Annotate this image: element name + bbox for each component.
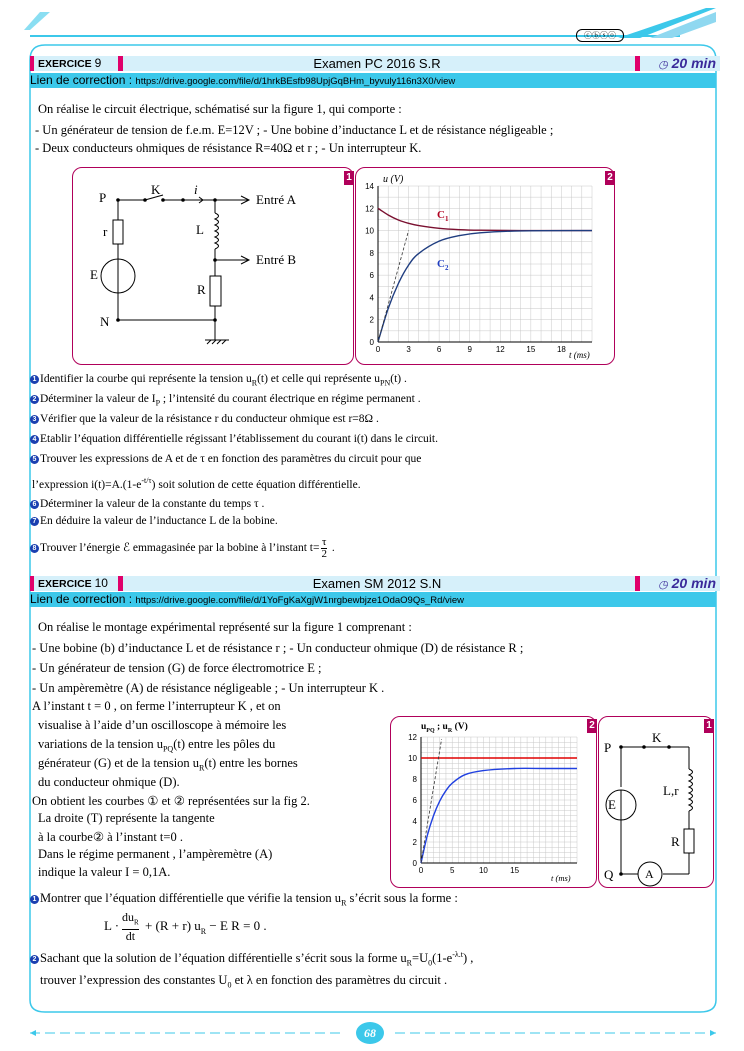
page-number: 68 [364,1026,376,1040]
y-tick-label: 8 [369,248,374,258]
x-tick-label: 5 [449,866,455,875]
ex10-para-9: Dans le régime permanent , l’ampèremètre (A) [38,847,273,861]
ex9-question-3: 3 Vérifier que la valeur de la résistance r du conducteur ohmique est r=8Ω . [30,413,379,425]
chart-xlabel: t (ms) [551,873,571,883]
figure-badge: 1 [344,171,354,185]
ex10-para-6: On obtient les courbes ① et ② représentées sur la fig 2. [32,794,310,808]
ex9-line1: - Un générateur de tension de f.e.m. E=12V ; - Une bobine d’inductance L et de résistance négligeable ; [35,123,554,137]
ex10-question-2: 2 Sachant que la solution de l’équation différentielle s’écrit sous la forme $u_R=U_0(1-e^{-\lambda.t})$ , [30,950,473,968]
ex9-line2: - Deux conducteurs ohmiques de résistance R=40Ω et r ; - Un interrupteur K. [35,141,422,155]
label-K: K [652,730,662,745]
ex10-intro: On réalise le montage expérimental représenté sur la figure 1 comprenant : [38,620,412,634]
label-R: R [671,834,680,849]
y-tick-label: 8 [412,775,417,784]
x-tick-label: 18 [556,345,566,354]
label-i: i [194,182,198,197]
ex10-figure-2-chart [390,716,597,888]
ex10-question-1: 1 Montrer que l’équation différentielle que vérifie la tension $u_R$ s’écrit sous la forme : [30,891,458,908]
exercise-label: EXERCICE 10 [38,576,108,590]
ex9-question-4: 4 Etablir l’équation différentielle régissant l’établissement du courant i(t) dans le circuit. [30,433,438,445]
y-tick-label: 6 [412,796,417,805]
y-tick-label: 2 [369,315,374,325]
ex9-question-8: 8 Trouver l’énergie ℰ emmagasinée par la bobine à l’instant t= $\frac{\tau}{2}$ . [30,537,335,560]
label-E: E [90,267,98,282]
ex10-para-2: visualise à l’aide d’un oscilloscope à mémoire les [38,718,287,732]
exercise-title: Examen PC 2016 S.R [313,56,441,71]
exercise-time: ◷ 20 min [658,575,716,591]
ex10-para-5: du conducteur ohmique (D). [38,775,180,789]
ex10-question-2-cont: trouver l’expression des constantes $U_0$ et λ en fonction des paramètres du circuit . [40,973,448,990]
label-N: N [100,314,110,329]
curve-label-C2: $C_2$ [437,258,449,273]
ex10-para-7: La droite (T) représente la tangente [38,811,215,825]
x-tick-label: 15 [526,345,536,354]
label-P: P [99,190,107,205]
ex9-question-7: 7 En déduire la valeur de l’inductance L de la bobine. [30,515,278,527]
x-tick-label: 0 [418,866,424,875]
correction-link[interactable]: https://drive.google.com/file/d/1hrkBEsfb98UpjGqBHm_byvuly116n3X0/view [135,76,456,87]
ex10-para-8: à la courbe② à l’instant t=0 . [38,830,183,844]
x-tick-label: 0 [375,345,381,354]
chart-ylabel: $u_{PQ}$ ; $u_R$ (V) [421,722,468,734]
exercise-10-header [30,576,720,591]
cc-license-icons: ⓒⓑⓢⓞ [576,29,624,42]
clock-icon: ◷ [658,579,668,591]
y-tick-label: 12 [408,733,417,742]
y-tick-label: 4 [412,817,417,826]
chart-ex10 [391,717,596,887]
y-tick-label: 4 [369,293,374,303]
label-L: L [196,222,204,237]
ex9-question-6: 6 Déterminer la valeur de la constante du temps τ . [30,498,264,510]
label-K: K [151,182,161,197]
correction-link[interactable]: https://drive.google.com/file/d/1YoFgKaXgjW1nrgbewbjze1OdaO9Qs_Rd/view [135,595,465,606]
ex9-question-2: 2 Déterminer la valeur de $I_P$ ; l’intensité du courant électrique en régime permanent . [30,393,421,407]
x-tick-label: 15 [510,866,520,875]
y-tick-label: 10 [408,754,417,763]
ex10-para-3: variations de la tension $u_{PQ}(t)$ entre les pôles du [38,737,276,754]
exercise-time: ◷ 20 min [658,55,716,71]
y-tick-label: 0 [412,859,417,868]
ex9-question-5-cont: l’expression $i(t)=A.(1-e^{-t/\tau})$ soit solution de cette équation différentielle. [32,476,361,491]
y-tick-label: 14 [365,182,374,191]
label-E: E [608,797,616,812]
label-P: P [604,740,612,755]
chart-xlabel: t (ms) [569,350,590,360]
ex10-figure-1-circuit [598,716,714,888]
ex9-question-5: 5 Trouver les expressions de A et de τ en fonction des paramètres du circuit pour que [30,453,421,465]
label-r: r [103,224,108,239]
label-R: R [197,282,206,297]
ex9-figure-1-circuit [72,167,354,365]
x-tick-label: 12 [495,345,505,354]
exercise-title: Examen SM 2012 S.N [312,576,442,591]
y-tick-label: 2 [412,838,417,847]
ex9-intro: On réalise le circuit électrique, schématisé sur la figure 1, qui comporte : [38,102,402,116]
ex10-para-4: générateur (G) et de la tension $u_R(t)$ entre les bornes [38,756,298,773]
y-tick-label: 6 [369,271,374,281]
ex9-question-1: 1 Identifier la courbe qui représente la tension $u_R(t)$ et celle qui représente $u_{PN}(t)$ . [30,373,407,387]
ex10-para-1: A l’instant t = 0 , on ferme l’interrupteur K , et on [32,699,281,713]
figure-badge: 2 [605,171,615,185]
x-tick-label: 6 [436,345,442,354]
ex10-line2: - Un générateur de tension (G) de force électromotrice E ; [32,661,322,675]
chart-ex9 [356,168,614,364]
y-tick-label: 12 [365,204,374,214]
figure-badge: 2 [587,719,597,733]
correction-link-bar: Lien de correction : https://drive.google.com/file/d/1hrkBEsfb98UpjGqBHm_byvuly116n3X0/view [30,73,716,88]
clock-icon: ◷ [658,59,668,71]
ex10-line3: - Un ampèremètre (A) de résistance négligeable ; - Un interrupteur K . [32,681,385,695]
exercise-9-header [30,56,720,71]
figure-badge: 1 [704,719,714,733]
label-Lr: L,r [663,783,679,798]
x-tick-label: 10 [478,866,488,875]
circuit-diagram [73,168,353,364]
ex10-para-10: indique la valeur I = 0,1A. [38,865,171,879]
exercise-label: EXERCICE 9 [38,56,102,70]
label-Q: Q [604,867,614,882]
ex10-line1: - Une bobine (b) d’inductance L et de résistance r ; - Un conducteur ohmique (D) de résistance R ; [32,641,524,655]
y-tick-label: 0 [369,338,374,347]
x-tick-label: 9 [467,345,472,354]
y-tick-label: 10 [365,226,374,236]
curve-label-C1: $C_1$ [437,209,449,224]
chart-ylabel: u (V) [383,174,404,185]
ex9-figure-2-chart [355,167,615,365]
label-A: A [645,867,654,881]
correction-link-bar: Lien de correction : https://drive.google.com/file/d/1YoFgKaXgjW1nrgbewbjze1OdaO9Qs_Rd/view [30,592,716,607]
label-entree-A: Entré A [256,192,297,207]
label-entree-B: Entré B [256,252,297,267]
ex10-equation: L · $du_R$ dt + (R + r) $u_R - E$ R = 0 . [104,910,267,944]
x-tick-label: 3 [406,345,411,354]
